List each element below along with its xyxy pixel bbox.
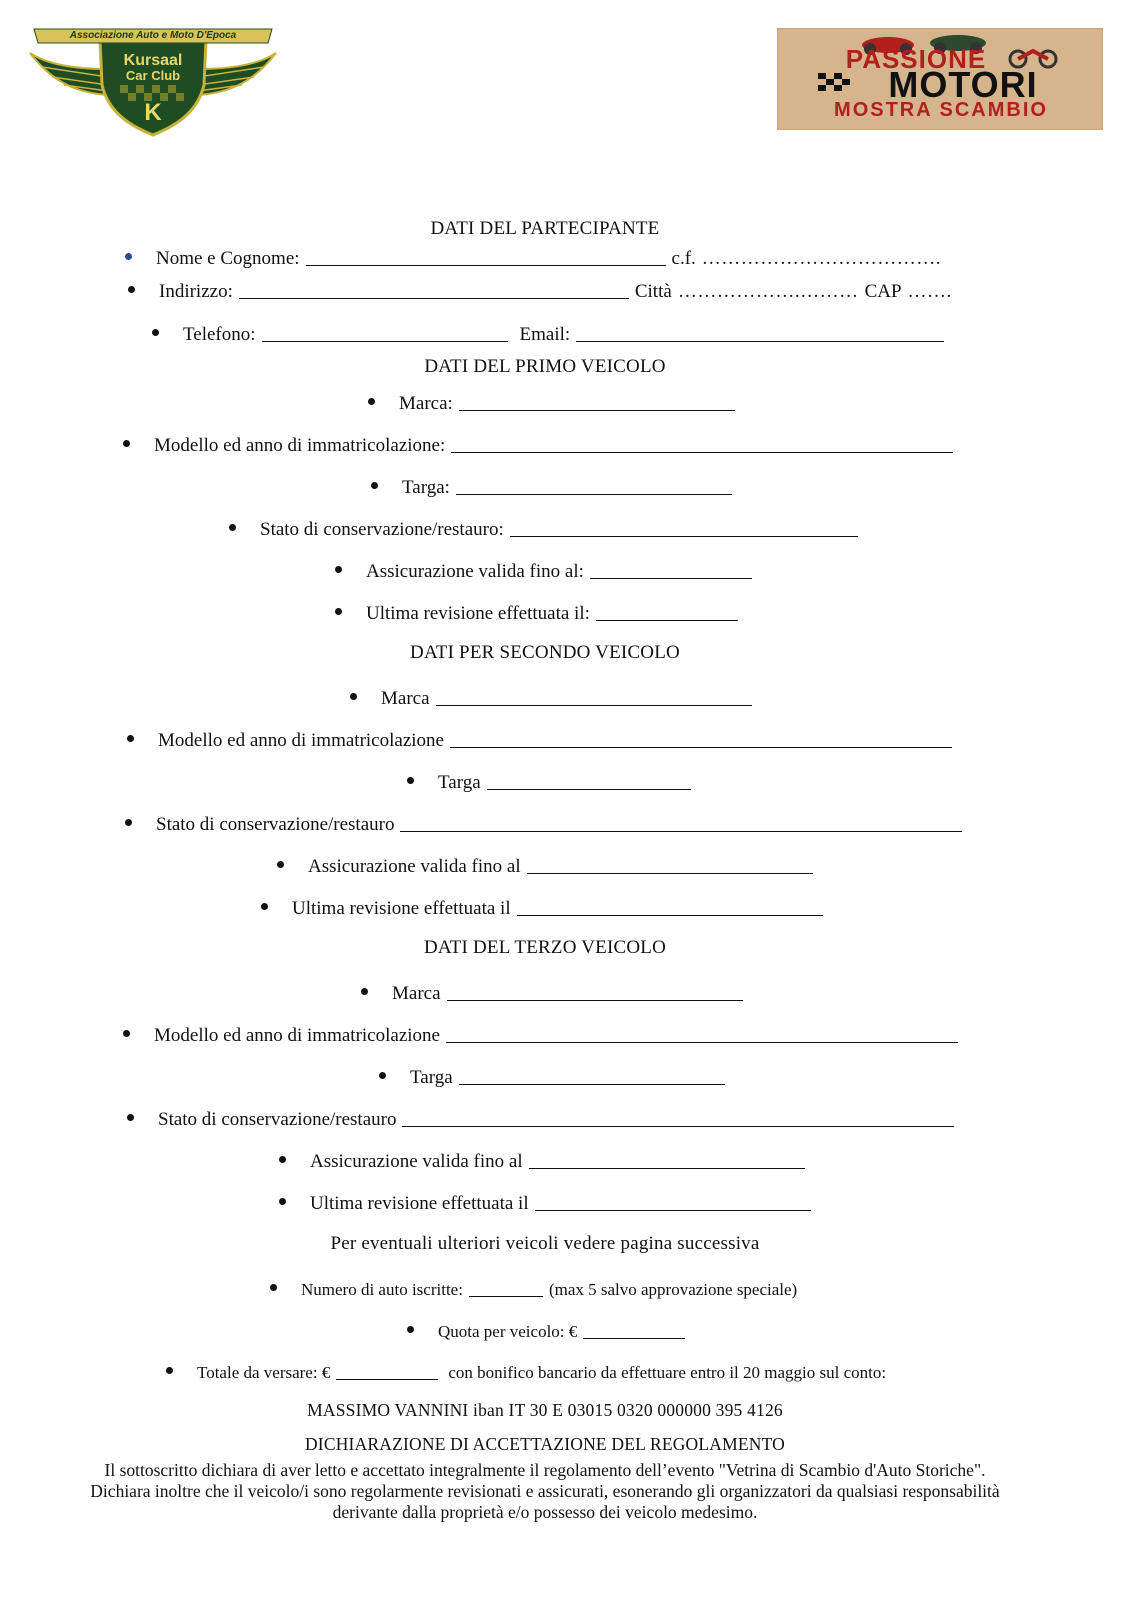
logo-club-name: Kursaal bbox=[123, 52, 183, 69]
address-field[interactable] bbox=[239, 280, 629, 299]
logo-club-subtitle: Car Club bbox=[125, 68, 181, 83]
vehicle2-plate-field[interactable] bbox=[487, 771, 691, 790]
vehicle1-revision-row bbox=[335, 600, 744, 625]
name-row bbox=[125, 245, 941, 270]
fee-row bbox=[407, 1318, 691, 1342]
vehicle3-insurance-label: Assicurazione valida fino al bbox=[310, 1151, 523, 1172]
bullet bbox=[128, 286, 135, 293]
kursaal-car-club-logo bbox=[28, 25, 278, 137]
vehicle3-model-label: Modello ed anno di immatricolazione bbox=[154, 1025, 440, 1046]
vehicle3-insurance-field[interactable] bbox=[529, 1150, 805, 1169]
bullet bbox=[350, 693, 357, 700]
vehicle2-brand-field[interactable] bbox=[436, 687, 752, 706]
vehicle1-condition-field[interactable] bbox=[510, 518, 858, 537]
cars-count-note: (max 5 salvo approvazione speciale) bbox=[548, 1280, 798, 1299]
vehicle2-condition-field[interactable] bbox=[400, 813, 962, 832]
name-label: Nome e Cognome: bbox=[156, 248, 300, 269]
vehicle2-condition-label: Stato di conservazione/restauro bbox=[156, 814, 395, 835]
vehicle1-brand-row bbox=[368, 390, 741, 415]
poster-subtitle: MOSTRA SCAMBIO bbox=[834, 99, 1048, 121]
vehicle3-revision-row bbox=[279, 1190, 817, 1215]
bullet bbox=[125, 819, 132, 826]
vehicle3-condition-row bbox=[127, 1106, 960, 1131]
vehicle2-revision-row bbox=[261, 895, 829, 920]
name-field[interactable] bbox=[306, 247, 666, 266]
vehicle2-insurance-row bbox=[277, 853, 819, 878]
bullet bbox=[371, 482, 378, 489]
total-field[interactable] bbox=[336, 1361, 438, 1380]
vehicle3-brand-label: Marca bbox=[392, 983, 441, 1004]
cars-count-field[interactable] bbox=[469, 1278, 543, 1297]
bullet bbox=[407, 1326, 414, 1333]
vehicle3-revision-field[interactable] bbox=[535, 1192, 811, 1211]
vehicle3-condition-label: Stato di conservazione/restauro bbox=[158, 1109, 397, 1130]
bullet bbox=[127, 735, 134, 742]
vehicle2-model-label: Modello ed anno di immatricolazione bbox=[158, 730, 444, 751]
declaration-heading: DICHIARAZIONE DI ACCETTAZIONE DEL REGOLAMENTO bbox=[304, 1434, 786, 1454]
vehicle2-model-row bbox=[127, 727, 958, 752]
vehicle1-model-field[interactable] bbox=[451, 434, 953, 453]
vehicle3-model-field[interactable] bbox=[446, 1024, 958, 1043]
vehicle2-plate-row bbox=[407, 769, 697, 794]
total-label: Totale da versare: € bbox=[197, 1363, 331, 1382]
passione-motori-logo bbox=[777, 28, 1103, 130]
vehicle3-plate-field[interactable] bbox=[459, 1066, 725, 1085]
bullet bbox=[335, 608, 342, 615]
vehicle2-brand-row bbox=[350, 685, 758, 710]
cf-field[interactable]: ………………………………. bbox=[701, 248, 942, 269]
more-vehicles-note: Per eventuali ulteriori veicoli vedere pagina successiva bbox=[330, 1233, 760, 1254]
bullet bbox=[407, 777, 414, 784]
vehicle2-insurance-field[interactable] bbox=[527, 855, 813, 874]
poster-title-line1: PASSIONE bbox=[845, 44, 987, 74]
bullet bbox=[270, 1284, 277, 1291]
vehicle1-heading: DATI DEL PRIMO VEICOLO bbox=[424, 356, 666, 377]
cars-count-row bbox=[270, 1276, 797, 1300]
bullet bbox=[123, 1030, 130, 1037]
vehicle1-model-label: Modello ed anno di immatricolazione: bbox=[154, 435, 446, 456]
cap-label: CAP bbox=[864, 281, 902, 302]
vehicle3-plate-row bbox=[379, 1064, 731, 1089]
city-label: Città bbox=[634, 281, 672, 302]
bullet bbox=[229, 524, 236, 531]
bullet bbox=[361, 988, 368, 995]
vehicle2-brand-label: Marca bbox=[381, 688, 430, 709]
address-row bbox=[128, 278, 952, 303]
phone-row bbox=[152, 321, 950, 346]
fee-label: Quota per veicolo: € bbox=[438, 1322, 578, 1341]
vehicle1-insurance-field[interactable] bbox=[590, 560, 752, 579]
phone-label: Telefono: bbox=[183, 324, 256, 345]
vehicle2-model-field[interactable] bbox=[450, 729, 952, 748]
bullet bbox=[335, 566, 342, 573]
logo-letter: K bbox=[144, 99, 162, 126]
vehicle3-brand-row bbox=[361, 980, 749, 1005]
vehicle1-condition-label: Stato di conservazione/restauro: bbox=[260, 519, 504, 540]
email-field[interactable] bbox=[576, 323, 944, 342]
participant-heading: DATI DEL PARTECIPANTE bbox=[430, 218, 660, 239]
vehicle1-brand-field[interactable] bbox=[459, 392, 735, 411]
city-field[interactable]: ……………….……… bbox=[677, 281, 859, 302]
vehicle1-insurance-label: Assicurazione valida fino al: bbox=[366, 561, 584, 582]
vehicle2-revision-label: Ultima revisione effettuata il bbox=[292, 898, 511, 919]
logo-banner-text: Associazione Auto e Moto D'Epoca bbox=[69, 30, 237, 41]
cap-field[interactable]: ……. bbox=[907, 281, 952, 302]
declaration-text: Il sottoscritto dichiara di aver letto e accettato integralmente il regolamento dell’evento "Vetrina di Scambio d'Auto Storiche". Dichiara inoltre che il veicolo/i sono regolarmente revisionati e assicurati, esonerando gli organizzatori da qualsiasi responsabilità derivante dalla proprietà e/o possesso dei veicolo medesimo. bbox=[90, 1460, 1000, 1522]
vehicle1-plate-label: Targa: bbox=[402, 477, 450, 498]
bullet bbox=[152, 329, 159, 336]
bullet bbox=[368, 398, 375, 405]
vehicle2-plate-label: Targa bbox=[438, 772, 481, 793]
address-label: Indirizzo: bbox=[159, 281, 233, 302]
vehicle2-heading: DATI PER SECONDO VEICOLO bbox=[410, 642, 680, 663]
vehicle3-condition-field[interactable] bbox=[402, 1108, 954, 1127]
total-note: con bonifico bancario da effettuare entro il 20 maggio sul conto: bbox=[448, 1363, 887, 1382]
vehicle1-plate-row bbox=[371, 474, 738, 499]
vehicle1-insurance-row bbox=[335, 558, 758, 583]
vehicle1-model-row bbox=[123, 432, 959, 457]
vehicle3-model-row bbox=[123, 1022, 964, 1047]
iban-line: MASSIMO VANNINI iban IT 30 E 03015 0320 000000 395 4126 bbox=[307, 1400, 783, 1420]
vehicle2-revision-field[interactable] bbox=[517, 897, 823, 916]
vehicle3-brand-field[interactable] bbox=[447, 982, 743, 1001]
bullet bbox=[277, 861, 284, 868]
bullet bbox=[127, 1114, 134, 1121]
vehicle1-brand-label: Marca: bbox=[399, 393, 453, 414]
vehicle3-plate-label: Targa bbox=[410, 1067, 453, 1088]
bullet bbox=[123, 440, 130, 447]
poster-title-line2: MOTORI bbox=[888, 64, 1038, 105]
vehicle1-condition-row bbox=[229, 516, 864, 541]
bullet bbox=[166, 1367, 173, 1374]
cars-count-label: Numero di auto iscritte: bbox=[301, 1280, 463, 1299]
vehicle3-insurance-row bbox=[279, 1148, 811, 1173]
total-row bbox=[166, 1359, 886, 1383]
vehicle1-revision-label: Ultima revisione effettuata il: bbox=[366, 603, 590, 624]
vehicle3-heading: DATI DEL TERZO VEICOLO bbox=[423, 937, 667, 958]
email-label: Email: bbox=[519, 324, 571, 345]
vehicle2-insurance-label: Assicurazione valida fino al bbox=[308, 856, 521, 877]
bullet bbox=[279, 1156, 286, 1163]
vehicle3-revision-label: Ultima revisione effettuata il bbox=[310, 1193, 529, 1214]
vehicle2-condition-row bbox=[125, 811, 968, 836]
bullet bbox=[125, 253, 132, 260]
vehicle1-revision-field[interactable] bbox=[596, 602, 738, 621]
bullet bbox=[279, 1198, 286, 1205]
phone-field[interactable] bbox=[262, 323, 508, 342]
bullet bbox=[261, 903, 268, 910]
vehicle1-plate-field[interactable] bbox=[456, 476, 732, 495]
cf-label: c.f. bbox=[671, 248, 696, 269]
bullet bbox=[379, 1072, 386, 1079]
fee-field[interactable] bbox=[583, 1320, 685, 1339]
